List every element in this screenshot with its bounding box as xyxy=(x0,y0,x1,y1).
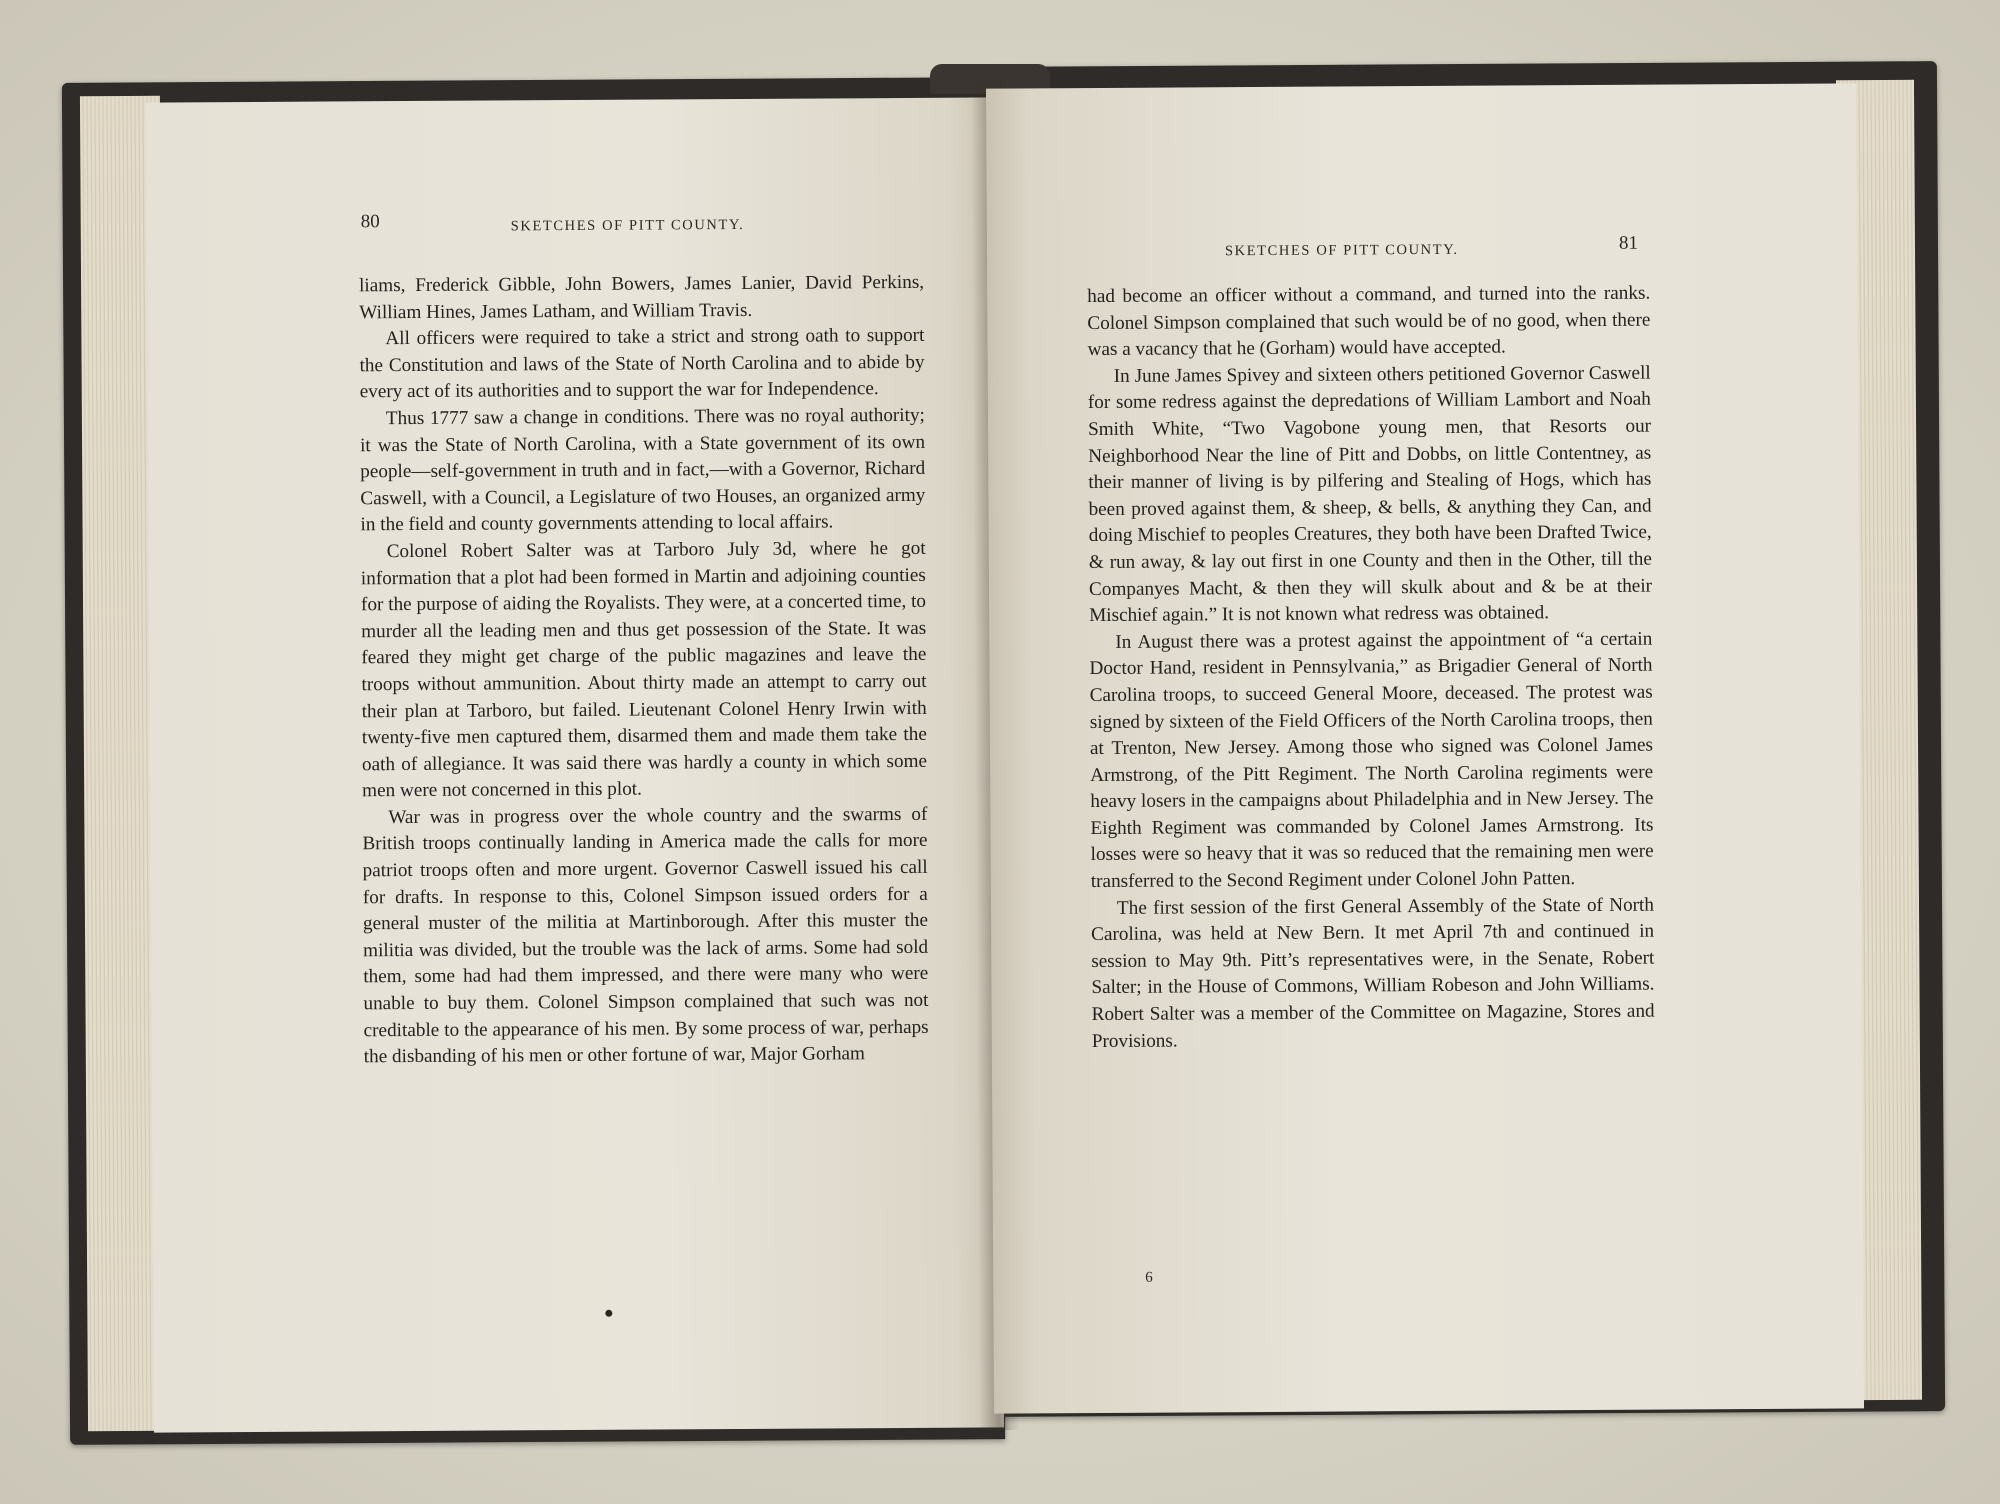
right-page-number: 81 xyxy=(1618,232,1638,254)
left-page-number: 80 xyxy=(360,211,380,233)
left-running-head: SKETCHES OF PITT COUNTY. xyxy=(510,216,745,235)
paragraph: In August there was a protest against the appointment of “a certain Doctor Hand, resident in Pennsylvania,” as Brigadier General of North Carolina troops, to succeed General Moore, deceased. The protest was signed by sixteen of the Field Officers of the North Carolina troops, then at Trenton, New Jersey. Among those who signed was Colonel James Armstrong, of the Pitt Regiment. The North Carolina regiments were heavy losers in the campaigns about Philadelphia and in New Jersey. The Eighth Regiment was commanded by Colonel James Armstrong. Its losses were so heavy that it was so reduced that the remaining men were transferred to the Second Regiment under Colonel John Patten. xyxy=(1089,628,1654,893)
ink-speck xyxy=(605,1310,612,1317)
right-page-text xyxy=(1087,281,1655,1056)
paragraph: liams, Frederick Gibble, John Bowers, James Lanier, David Perkins, William Hines, James Latham, and William Travis. xyxy=(359,271,925,323)
left-page-text xyxy=(359,270,929,1071)
paragraph: Colonel Robert Salter was at Tarboro July 3d, where he got information that a plot had been formed in Martin and adjoining counties for the purpose of aiding the Royalists. They were, at a concerted time, to murder all the leading men and thus get possession of the State. It was feared they might get charge of the public magazines and leave the troops without ammunition. About thirty made an attempt to carry out their plan at Tarboro, but failed. Lieutenant Colonel Henry Irwin with twenty-five men captured them, disarmed them and made them take the oath of allegiance. It was said there was hardly a county in which some men were not concerned in this plot. xyxy=(360,537,928,802)
signature-mark: 6 xyxy=(1145,1269,1153,1286)
right-page xyxy=(986,83,1864,1413)
paragraph: In June James Spivey and sixteen others petitioned Governor Caswell for some redress against the depredations of William Lambort and Noah Smith White, “Two Vagobone young men, that Resorts our Neighborhood Near the line of Pitt and Dobbs, on little Contentney, as their manner of living is by pilfering and Stealing of Hogs, which has been proved against them, & sheep, & bells, & anything they Can, and doing Mischief to peoples Creatures, they both have been Drafted Twice, & run away, & lay out first in one County and then in the Other, till the Companyes Macht, & then they will skulk about and & be at their Mischief again.” It is not known what redress was obtained. xyxy=(1087,362,1653,627)
paragraph: had become an officer without a command, and turned into the ranks. Colonel Simpson complained that such would be of no good, when there was a vacancy that he (Gorham) would have accepted. xyxy=(1087,282,1651,361)
paragraph: All officers were required to take a strict and strong oath to support the Constitution and laws of the State of North Carolina and to abide by every act of its authorities and to support the war for Independence. xyxy=(359,325,925,403)
left-page xyxy=(146,97,1004,1432)
paragraph: The first session of the first General Assembly of the State of North Carolina, was held at New Bern. It met April 7th and continued in session to May 9th. Pitt’s representatives were, in the Senate, Robert Salter; in the House of Commons, William Robeson and John Williams. Robert Salter was a member of the Committee on Magazine, Stores and Provisions. xyxy=(1091,894,1655,1052)
paragraph: Thus 1777 saw a change in conditions. There was no royal authority; it was the State of North Carolina, with a State government of its own people—self-government in truth and in fact,—with a Governor, Richard Caswell, with a Council, a Legislature of two Houses, an organized army in the field and county governments attending to local affairs. xyxy=(359,404,926,536)
paragraph: War was in progress over the whole country and the swarms of British troops continually landing in America made the calls for more patriot troops often and more urgent. Governor Caswell issued his call for drafts. In response to this, Colonel Simpson issued orders for a general muster of the militia at Martinborough. After this muster the militia was divided, but the trouble was the lack of arms. Some had sold them, some had had them impressed, and there were many who were unable to buy them. Colonel Simpson complained that such was not creditable to the appearance of his men. By some process of war, perhaps the disbanding of his men or other fortune of war, Major Gorham xyxy=(362,803,929,1068)
right-running-head: SKETCHES OF PITT COUNTY. xyxy=(1224,241,1459,260)
